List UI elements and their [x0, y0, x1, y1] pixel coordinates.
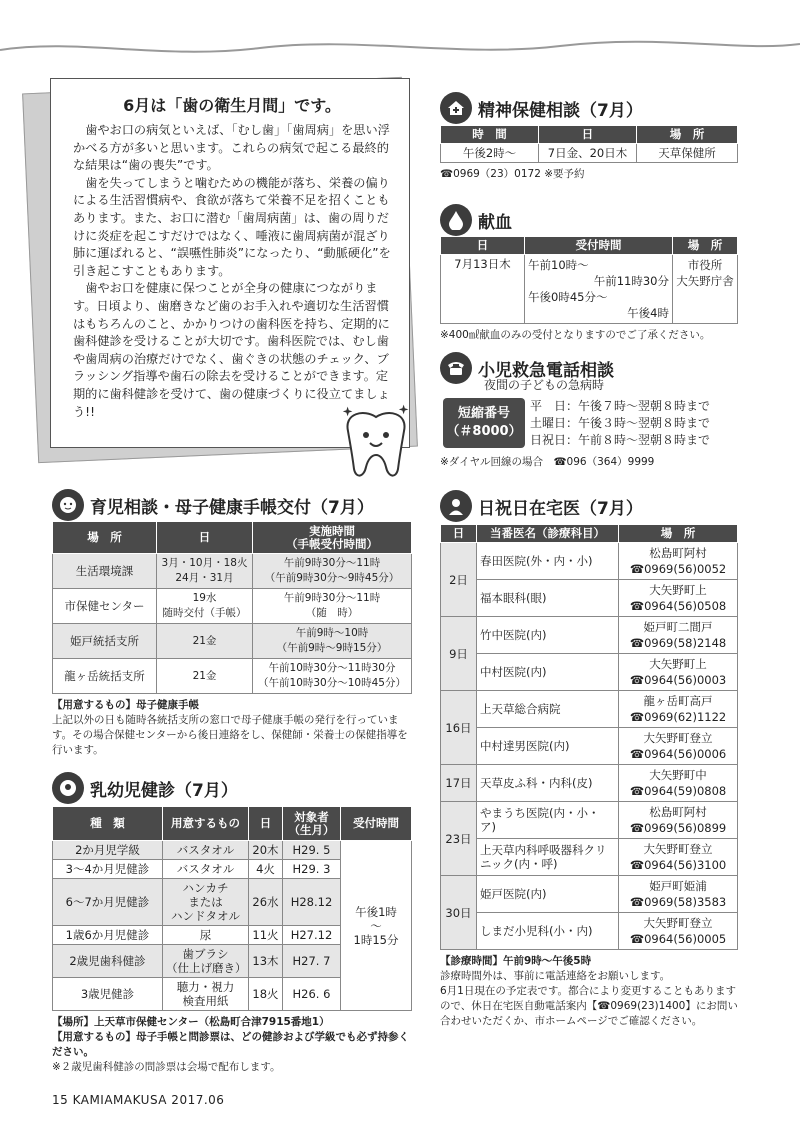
target-cell: H27.12: [283, 926, 341, 945]
time-line: 午前11時30分: [593, 274, 669, 288]
time-cell: （午前9時30分～9時45分）: [264, 572, 400, 584]
shoni-hours-line: 日祝日：午前８時～翌朝８時まで: [530, 433, 711, 447]
phone-line: ☎0964(56)0005: [629, 932, 727, 946]
nyuyoji-header-kind: 種 類: [53, 807, 163, 841]
ikuji-header-place: 場 所: [53, 522, 157, 554]
nyuyoji-header-target: 対象者 （生月）: [283, 807, 341, 841]
seishin-tel: ☎0969（23）0172 ※要予約: [440, 168, 585, 180]
kenketsu-header-day: 日: [441, 237, 525, 255]
seishin-header-day: 日: [539, 126, 637, 144]
table-row: [53, 589, 412, 624]
time-cell: （午前10時30分～10時45分）: [258, 677, 406, 689]
ikuji-header-day: 日: [157, 522, 253, 554]
table-row: [53, 659, 412, 694]
day-cell: 21金: [157, 624, 253, 659]
kind-cell: 6～7か月児健診: [53, 879, 163, 926]
kind-cell: 3歳児健診: [53, 978, 163, 1011]
place-cell: [619, 913, 738, 950]
day-cell: 3月・10月・18火: [161, 557, 248, 569]
day-cell: 13木: [249, 945, 283, 978]
time-cell: 午前10時30分～11時30分: [268, 662, 396, 674]
doctor-name-cell: 上天草総合病院: [477, 691, 619, 728]
day-cell: 24月・31月: [175, 572, 234, 584]
shoni-title: 小児救急電話相談: [478, 360, 614, 381]
baby-icon: [52, 489, 84, 521]
table-row: [441, 144, 738, 163]
seishin-heading: [440, 92, 643, 124]
item-cell: バスタオル: [163, 841, 249, 860]
phone-line: ☎0964(56)0508: [629, 599, 727, 613]
doctor-name-cell: 福本眼科(眼): [477, 580, 619, 617]
doctor-name-cell: しまだ小児科(小・内): [477, 913, 619, 950]
doctor-name-cell: 姫戸医院(内): [477, 876, 619, 913]
place-cell: 生活環境課: [53, 554, 157, 589]
table-row: [441, 876, 738, 913]
item-cell: ハンカチ または ハンドタオル: [163, 879, 249, 926]
phone-line: ☎0964(59)0808: [629, 784, 727, 798]
address-line: 大矢野町登立: [643, 842, 713, 856]
table-row: [441, 802, 738, 839]
shoni-hours-line: 土曜日：午後３時～翌朝８時まで: [530, 416, 711, 430]
target-cell: H29. 5: [283, 841, 341, 860]
kenketsu-title: 献血: [478, 212, 512, 233]
phone-line: ☎0964(56)0003: [629, 673, 727, 687]
address-line: 大矢野町登立: [643, 916, 713, 930]
zaitaku-table: [440, 524, 738, 1029]
address-line: 大矢野町中: [649, 768, 707, 782]
table-row: [53, 841, 412, 860]
table-row: [441, 654, 738, 691]
infant-icon: [52, 772, 84, 804]
time-cell: 午前9時30分～11時: [283, 557, 381, 569]
zaitaku-title: 日祝日在宅医（7月）: [478, 498, 643, 519]
notice-paragraph: 歯やお口を健康に保つことが全身の健康につながります。日頃より、歯磨きなど歯のお手入れや適切な生活習慣はもちろんのこと、かかりつけの歯科医を持ち、定期的に歯科健診を受けることが大切です。歯科医院では、むし歯や歯周病の治療だけでなく、歯ぐきの状態のチェック、ブラッシング指導や歯石の除去を受けることができます。定期的に歯科健診を受けて、歯の健康づくりに役立てましょう!!: [73, 281, 390, 419]
day-cell: 26水: [249, 879, 283, 926]
phone-line: ☎0969(56)0052: [629, 562, 727, 576]
doctor-name-cell: 中村達男医院(内): [477, 728, 619, 765]
nyuyoji-header-item: 用意するもの: [163, 807, 249, 841]
place-cell: 天草保健所: [637, 144, 738, 163]
seishin-title: 精神保健相談（7月）: [478, 100, 643, 121]
time-cell: 午後2時～: [441, 144, 539, 163]
doctor-name-cell: 竹中医院(内): [477, 617, 619, 654]
shoni-note: ※ダイヤル回線の場合 ☎096（364）9999: [440, 456, 655, 468]
kenketsu-header-place: 場 所: [673, 237, 738, 255]
day-cell: 11火: [249, 926, 283, 945]
table-row: [441, 580, 738, 617]
page-footer: 15 KAMIAMAKUSA 2017.06: [52, 1093, 225, 1107]
phone-line: ☎0969(58)3583: [629, 895, 727, 909]
day-cell: 2日: [441, 543, 477, 617]
nyuyoji-note-items: 【用意するもの】母子手帳と問診票は、どの健診および学級でも必ず持参ください。: [52, 1031, 409, 1058]
address-line: 姫戸町姫浦: [649, 879, 707, 893]
address-line: 大矢野町上: [649, 657, 707, 671]
ikuji-note: 上記以外の日も随時各統括支所の窓口で母子健康手帳の発行を行っています。その場合保健センターから後日連絡をし、保健師・栄養士の保健指導を行います。: [52, 714, 408, 756]
reception-cell: 午後1時 ～ 1時15分: [341, 841, 412, 1011]
target-cell: H29. 3: [283, 860, 341, 879]
blood-drop-icon: [440, 204, 472, 236]
place-cell: 市保健センター: [53, 589, 157, 624]
place-cell: [619, 876, 738, 913]
zaitaku-header-place: 場 所: [619, 525, 738, 543]
notice-box: [50, 78, 410, 448]
day-cell: 7日金、20日木: [539, 144, 637, 163]
ikuji-title: 育児相談・母子健康手帳交付（7月）: [90, 497, 374, 518]
item-cell: 歯ブラシ （仕上げ磨き）: [163, 945, 249, 978]
kind-cell: 3～4か月児健診: [53, 860, 163, 879]
place-cell: [619, 543, 738, 580]
zaitaku-note: 診療時間外は、事前に電話連絡をお願いします。 6月1日現在の予定表です。都合により変更することもありますので、休日在宅医自動電話案内【☎0969(23)1400】にお問い合わせいただくか、市ホームページでご確認ください。: [440, 970, 738, 1027]
table-row: [441, 765, 738, 802]
house-icon: [440, 92, 472, 124]
seishin-header-place: 場 所: [637, 126, 738, 144]
phone-line: ☎0964(56)3100: [629, 858, 727, 872]
doctor-name-cell: 天草皮ふ科・内科(皮): [477, 765, 619, 802]
tooth-character-icon: [336, 403, 416, 483]
address-line: 姫戸町二間戸: [643, 620, 713, 634]
table-row: [441, 728, 738, 765]
target-cell: H28.12: [283, 879, 341, 926]
table-row: [441, 691, 738, 728]
shoni-number-badge: 短縮番号 （＃8000）: [443, 398, 525, 448]
target-cell: H26. 6: [283, 978, 341, 1011]
day-cell: 4火: [249, 860, 283, 879]
table-row: [441, 913, 738, 950]
kenketsu-note: ※400㎖献血のみの受付となりますのでご了承ください。: [440, 329, 711, 341]
place-cell: [619, 617, 738, 654]
zaitaku-heading: [440, 490, 643, 522]
address-line: 龍ヶ岳町高戸: [643, 694, 713, 708]
phone-line: ☎0969(56)0899: [629, 821, 727, 835]
kenketsu-heading: [440, 204, 512, 236]
day-cell: 21金: [157, 659, 253, 694]
day-cell: 20木: [249, 841, 283, 860]
phone-line: ☎0969(62)1122: [629, 710, 727, 724]
notice-title: 6月は「歯の衛生月間」です。: [123, 96, 341, 115]
place-line: 市役所: [687, 258, 723, 272]
table-row: [441, 255, 738, 324]
ikuji-note-title: 【用意するもの】母子健康手帳: [52, 699, 199, 711]
notice-paragraph: 歯を失ってしまうと噛むための機能が落ち、栄養の偏りによる生活習慣病や、食欲が落ちて栄養不足を招くこともあります。また、お口に潜む「歯周病菌」は、歯の周りだけに炎症を起こすだけではなく、唾液に歯周病菌が混ざり肺に運ばれると、“誤嚥性肺炎”になったり、“動脈硬化”を引き起こすこともあります。: [73, 175, 391, 278]
zaitaku-header-day: 日: [441, 525, 477, 543]
table-row: [53, 624, 412, 659]
doctor-name-cell: 上天草内科呼吸器科クリニック(内・呼): [477, 839, 619, 876]
zaitaku-header-doctor: 当番医名（診療科目）: [477, 525, 619, 543]
seishin-header-time: 時 間: [441, 126, 539, 144]
address-line: 大矢野町登立: [643, 731, 713, 745]
place-cell: [619, 580, 738, 617]
doctor-name-cell: 春田医院(外・内・小): [477, 543, 619, 580]
time-cell: 午前9時～10時: [295, 627, 369, 639]
place-cell: [619, 765, 738, 802]
target-cell: H27. 7: [283, 945, 341, 978]
phone-line: ☎0964(56)0006: [629, 747, 727, 761]
table-row: [441, 839, 738, 876]
day-cell: 30日: [441, 876, 477, 950]
place-cell: 姫戸統括支所: [53, 624, 157, 659]
kind-cell: 2歳児歯科健診: [53, 945, 163, 978]
day-cell: 19水: [192, 592, 217, 604]
item-cell: 尿: [163, 926, 249, 945]
day-cell: 23日: [441, 802, 477, 876]
table-row: [441, 543, 738, 580]
place-cell: [619, 839, 738, 876]
shoni-hours-line: 平 日：午後７時～翌朝８時まで: [530, 399, 711, 413]
place-cell: 龍ヶ岳統括支所: [53, 659, 157, 694]
day-cell: 随時交付（手帳）: [162, 607, 247, 619]
kind-cell: 1歳6か月児健診: [53, 926, 163, 945]
table-row: [441, 617, 738, 654]
notice-paragraph: 歯やお口の病気といえば、「むし歯」「歯周病」を思い浮かべる方が多いと思います。これらの病気で起こる最終的な結果は“歯の喪失”です。: [73, 123, 390, 173]
time-line: 午後0時45分～: [528, 290, 608, 304]
telephone-icon: [440, 352, 472, 384]
doctor-name-cell: やまうち医院(内・小・ア): [477, 802, 619, 839]
day-cell: 16日: [441, 691, 477, 765]
kind-cell: 2か月児学級: [53, 841, 163, 860]
place-cell: [619, 654, 738, 691]
ikuji-header-time: 実施時間 （手帳受付時間）: [253, 522, 412, 554]
day-cell: 18火: [249, 978, 283, 1011]
kenketsu-header-time: 受付時間: [525, 237, 673, 255]
time-cell: 午前9時30分～11時: [283, 592, 381, 604]
time-cell: （午前9時～9時15分）: [276, 642, 388, 654]
day-cell: 9日: [441, 617, 477, 691]
nyuyoji-table: [52, 806, 412, 1075]
doctor-name-cell: 中村医院(内): [477, 654, 619, 691]
item-cell: 聴力・視力 検査用紙: [163, 978, 249, 1011]
day-cell: 17日: [441, 765, 477, 802]
nyuyoji-header-day: 日: [249, 807, 283, 841]
zaitaku-note-title: 【診療時間】午前9時～午後5時: [440, 955, 592, 967]
kenketsu-table: [440, 236, 738, 342]
shoni-subtitle: 夜間の子どもの急病時: [484, 378, 605, 392]
address-line: 松島町阿村: [649, 546, 707, 560]
place-cell: [619, 802, 738, 839]
nyuyoji-note-extra: ※２歳児歯科健診の問診票は会場で配布します。: [52, 1061, 281, 1073]
time-line: 午後4時: [627, 306, 669, 320]
place-cell: [619, 691, 738, 728]
day-cell: 7月13日木: [441, 255, 525, 324]
phone-line: ☎0969(58)2148: [629, 636, 727, 650]
doctor-icon: [440, 490, 472, 522]
address-line: 松島町阿村: [649, 805, 707, 819]
place-line: 大矢野庁舎: [676, 274, 734, 288]
header-wave-decoration: [0, 0, 800, 75]
ikuji-table: [52, 521, 412, 758]
seishin-table: [440, 125, 738, 181]
time-line: 午前10時～: [528, 258, 589, 272]
table-row: [53, 554, 412, 589]
item-cell: バスタオル: [163, 860, 249, 879]
nyuyoji-title: 乳幼児健診（7月）: [90, 780, 238, 801]
address-line: 大矢野町上: [649, 583, 707, 597]
ikuji-heading: [52, 489, 374, 521]
place-cell: [619, 728, 738, 765]
time-cell: （随 時）: [305, 607, 359, 619]
nyuyoji-note-place: 【場所】上天草市保健センター（松島町合津7915番地1）: [52, 1016, 330, 1028]
nyuyoji-heading: [52, 772, 238, 804]
nyuyoji-header-reception: 受付時間: [341, 807, 412, 841]
